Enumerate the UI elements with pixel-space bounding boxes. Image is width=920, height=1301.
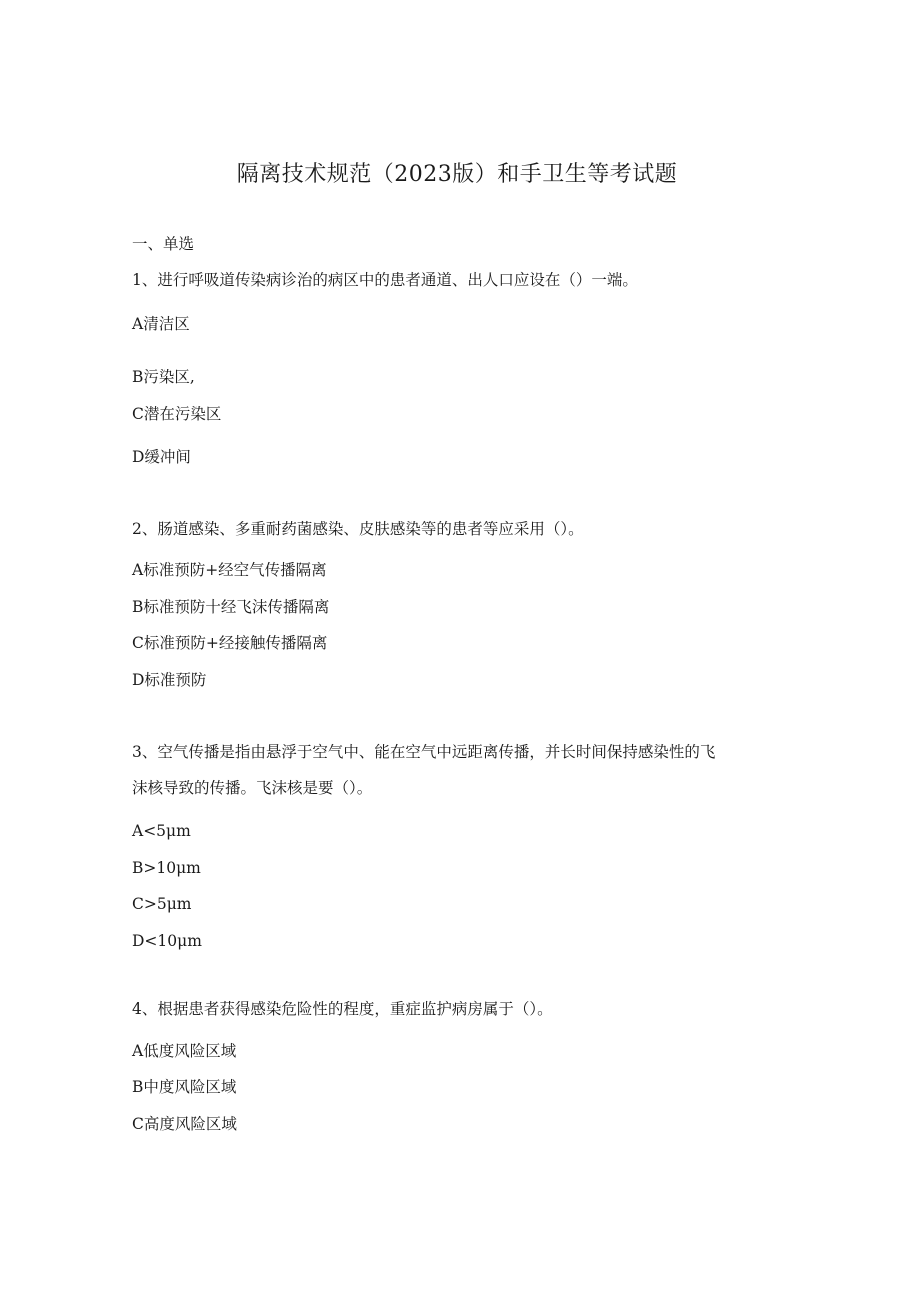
page-title: 隔离技术规范（2023版）和手卫生等考试题 xyxy=(236,162,678,187)
question-2-option-b: B标准预防十经飞沫传播隔离 xyxy=(132,598,330,616)
question-3-stem-line-2: 沫核导致的传播。飞沫核是要（）。 xyxy=(132,779,373,797)
question-1-stem: 1、进行呼吸道传染病诊治的病区中的患者通道、出人口应设在（）一端。 xyxy=(132,271,638,289)
question-2-option-d: D标准预防 xyxy=(132,671,207,689)
question-2-option-c: C标准预防+经接触传播隔离 xyxy=(132,634,328,652)
question-4-option-a: A低度风险区域 xyxy=(132,1042,237,1060)
question-2-option-a: A标准预防+经空气传播隔离 xyxy=(132,561,327,579)
question-3-option-b: B>10μm xyxy=(132,859,201,877)
question-4-stem: 4、根据患者获得感染危险性的程度，重症监护病房属于（）。 xyxy=(132,1000,553,1018)
question-1-option-c: C潜在污染区 xyxy=(132,405,222,423)
question-4-option-b: B中度风险区域 xyxy=(132,1078,237,1096)
question-3-stem-line-1: 3、空气传播是指由悬浮于空气中、能在空气中远距离传播，并长时间保持感染性的飞 xyxy=(132,743,716,761)
question-1-option-d: D缓冲间 xyxy=(132,448,191,466)
question-3-option-c: C>5μm xyxy=(132,895,192,913)
question-1-option-a: A清洁区 xyxy=(132,315,190,333)
question-2-stem: 2、肠道感染、多重耐药菌感染、皮肤感染等的患者等应采用（）。 xyxy=(132,520,584,538)
question-3-option-a: A<5μm xyxy=(132,822,191,840)
question-4-option-c: C高度风险区域 xyxy=(132,1115,237,1133)
question-1-option-b: B污染区, xyxy=(132,368,195,386)
question-3-option-d: D<10μm xyxy=(132,932,202,950)
section-heading: 一、单选 xyxy=(132,235,195,253)
